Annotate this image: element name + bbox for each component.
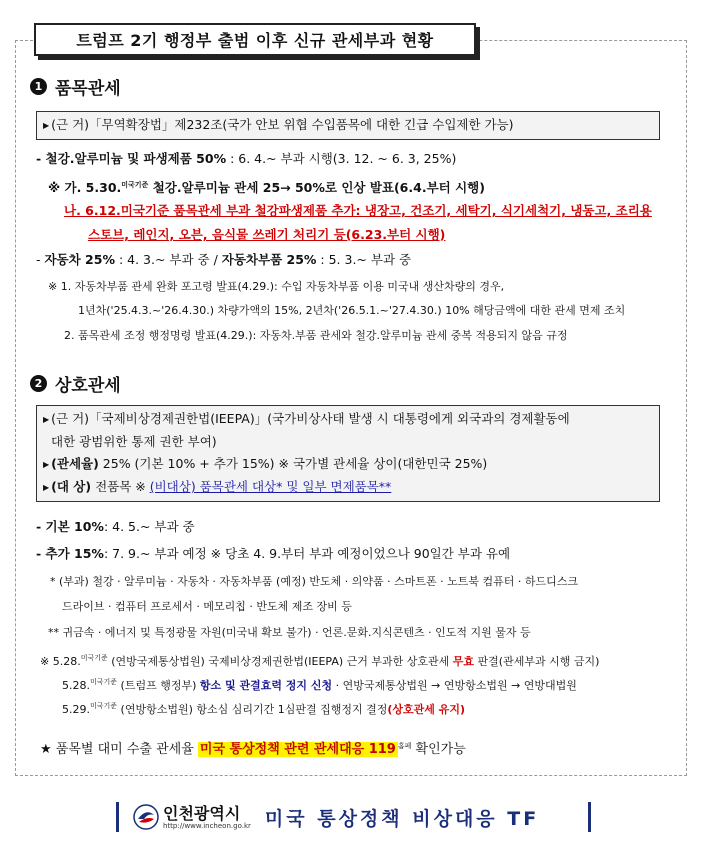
court-2-sup: 미국기준 [90,678,118,686]
auto-parts-label: 자동차부품 25% [221,252,317,267]
court-note-1 [40,649,599,671]
court-2-appeal: 항소 및 관결효력 정지 신청 [199,679,333,692]
tariff-119-link[interactable]: 미국 통상정책 관련 관세대응 119 [199,742,396,757]
footnote-2: ** 귀금속 · 에너지 및 특정광물 자원(미국내 확보 불가) · 언론.문화.지식콘텐츠 · 인도적 지원 물자 등 [48,626,531,639]
auto-note-2: 2. 품목관세 조정 행정명령 발표(4.29.): 자동차.부품 관세와 철강.알루미늄 관세 중복 적용되지 않음 규정 [64,329,568,342]
section-2-title: 상호관세 [55,376,121,396]
court-3-sup: 미국기준 [90,702,118,710]
court-1-text: (연방국제통상법원) 국제비상경제권한법(IEEPA) 근거 부과한 상호관세 [107,655,453,668]
steel-label: - 철강.알루미늄 및 파생제품 50% [36,151,227,166]
court-2-date: 5.28. [62,679,90,692]
target-line [43,476,653,499]
auto-mid: : 4. 3.~ 부과 중 / [114,252,222,267]
additional-rate-line [36,545,510,563]
triangle-bullet-icon: ▶ [43,483,50,492]
auto-note-1b: 1년차('25.4.3.~'26.4.30.) 차량가액의 15%, 2년차('26.5.1.~'27.4.30.) 10% 해당금액에 대한 관세 면제 조치 [78,304,626,317]
court-2-text: (트럼프 행정부) [117,679,200,692]
court-1-date: ※ 5.28. [40,655,81,668]
rate-line [43,453,653,476]
steel-note-b-line1 [64,202,652,220]
basis-text: (근 거)「무역확장법」제232조(국가 안보 위협 수입품목에 대한 긴급 수입제한 가능) [51,117,514,132]
basis-line-1 [43,408,653,431]
footer-left-bar [116,802,119,832]
triangle-bullet-icon: ▶ [43,415,50,424]
tariff-check-prefix: ★ 품목별 대미 수출 관세율 [40,742,194,757]
court-1-end: 판결(관세부과 시행 금지) [474,655,600,668]
auto-line [36,251,411,269]
court-3-maintained: (상호관세 유지) [387,703,466,716]
basic-rate-line [36,518,195,536]
court-note-3 [62,697,465,719]
target-text: 전품목 ※ [91,479,150,494]
section-1-number: 1 [30,78,47,95]
page-title: 트럼프 2기 행정부 출범 이후 신규 관세부과 현황 [34,23,476,56]
auto-prefix: - [36,252,45,267]
tariff-check-note [40,737,466,759]
additional-detail: : 7. 9.~ 부과 예정 ※ 당초 4. 9.부터 부과 예정이었으나 90일간 부과 유예 [103,546,511,561]
section-2-basis [36,405,660,502]
section-2-heading [30,371,121,396]
note-b-date: 나. 6.12. [64,203,121,218]
footer-banner [116,800,591,834]
footnote-1b: 드라이브 · 컴퓨터 프로세서 · 메모리칩 · 반도체 제조 장비 등 [62,600,352,613]
target-label: (대 상) [51,479,92,494]
footer-right-bar [588,802,591,832]
court-3-date: 5.29. [62,703,90,716]
steel-note-a [48,176,485,197]
section-1-heading [30,74,121,99]
incheon-logo [133,804,251,830]
triangle-bullet-icon: ▶ [43,460,50,469]
org-url: http://www.incheon.go.kr [163,821,251,830]
basic-detail: : 4. 5.~ 부과 중 [103,519,195,534]
tf-title: 미국 통상정책 비상대응 TF [264,807,540,830]
basis-text-1: (근 거)「국제비상경제권한법(IEEPA)」(국가비상사태 발생 시 대통령에게 외국과의 경제활동에 [51,411,570,426]
tariff-check-suffix: 확인가능 [415,742,466,757]
steel-note-b-line2: 스토브, 레인지, 오븐, 음식물 쓰레기 처리기 등(6.23.부터 시행) [88,227,446,242]
footnote-1a: * (부과) 철강 · 알루미늄 · 자동차 · 자동차부품 (예정) 반도체 · 의약품 · 스마트폰 · 노트북 컴퓨터 · 하드디스크 [50,575,578,588]
auto-label: 자동차 25% [44,252,115,267]
court-1-sup: 미국기준 [80,654,108,662]
court-note-2 [62,673,577,695]
incheon-logo-icon [133,804,159,830]
steel-detail: : 6. 4.~ 부과 시행(3. 12. ~ 6. 3, 25%) [226,151,457,166]
basic-label: - 기본 10% [36,519,104,534]
additional-label: - 추가 15% [36,546,104,561]
note-a-date: ※ 가. 5.30. [48,180,122,195]
court-2-path: · 연방국제통상법원 → 연방항소법원 → 연방대법원 [332,679,577,692]
triangle-bullet-icon: ▶ [43,121,50,130]
org-name: 인천광역시 [163,803,241,823]
rate-text: 25% (기본 10% + 추가 15%) ※ 국가별 관세율 상이(대한민국 25%) [98,456,488,471]
auto-parts-detail: : 5. 3.~ 부과 중 [316,252,412,267]
auto-note-1a: ※ 1. 자동차부품 관세 완화 포고령 발표(4.29.): 수입 자동차부품 이용 미국내 생산차량의 경우, [48,280,505,293]
homepage-sup: 홈페 [397,742,412,750]
note-b-text: 미국기준 품목관세 부과 철강파생제품 추가: 냉장고, 건조기, 세탁기, 식기세척기, 냉동고, 조리용 [120,203,652,218]
note-a-sup: 미국기준 [121,181,149,189]
basis-line-2: 대한 광범위한 통제 권한 부여) [51,434,217,449]
exempt-items-link: (비대상) 품목관세 대상* 및 일부 면제품목** [149,479,392,494]
court-1-invalid: 무효 [452,655,475,668]
rate-label: (관세율) [51,456,99,471]
section-1-title: 품목관세 [55,79,121,99]
section-1-basis [36,111,660,140]
court-3-text: (연방항소법원) 항소심 심리기간 1심판결 집행정지 결정 [117,703,388,716]
note-a-text: 철강.알루미늄 관세 25→ 50%로 인상 발표(6.4.부터 시행) [148,180,485,195]
section-2-number: 2 [30,375,47,392]
steel-line [36,150,456,168]
